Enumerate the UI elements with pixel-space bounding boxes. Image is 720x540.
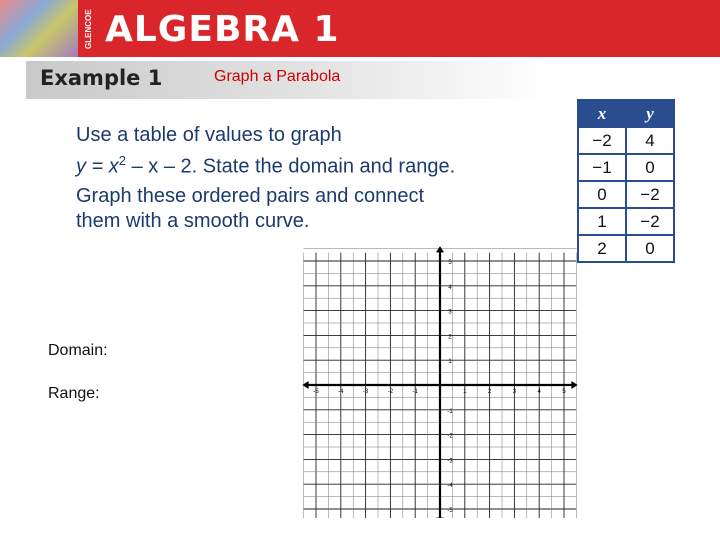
y-tick-label: -4 [447,483,453,490]
table-row [578,208,674,235]
table-cell-x: 2 [578,235,626,262]
table-cell-y: 4 [626,127,674,154]
table-header-y: y [626,100,674,127]
table-cell-y: 0 [626,235,674,262]
x-tick-label: -1 [412,389,418,395]
problem-text [76,123,576,234]
x-tick-label: 4 [537,389,541,395]
y-axis-arrow-up [436,246,444,252]
table-cell-x: 1 [578,208,626,235]
x-tick-label: 3 [512,389,517,395]
table-row [578,181,674,208]
table-row [578,127,674,154]
y-tick-label: 2 [448,334,452,341]
prompt-line-4: them with a smooth curve. [76,209,310,232]
logo-swirl-icon [0,0,78,57]
table-cell-x: 0 [578,181,626,208]
x-tick-label: 2 [487,389,492,395]
table-row [578,154,674,181]
course-title: ALGEBRA 1 [105,9,340,50]
table-cell-y: −2 [626,181,674,208]
y-tick-label: 4 [448,284,452,291]
range-label: Range: [48,385,100,402]
table-cell-x: −1 [578,154,626,181]
x-tick-label: -5 [313,389,319,395]
x-axis-arrow-right [571,381,577,389]
equation-rest: – x – 2. State the domain and range. [126,155,456,178]
y-tick-label: 3 [448,309,452,316]
y-tick-label: 1 [448,359,452,366]
y-tick-label: -1 [447,408,453,415]
table-header-x: x [578,100,626,127]
x-tick-label: -4 [338,389,344,395]
example-subtitle: Graph a Parabola [214,68,341,85]
coordinate-grid [300,243,580,518]
y-tick-label: 5 [448,260,452,266]
x-tick-label: -3 [362,389,369,395]
x-axis-arrow-left [302,381,308,389]
table-cell-y: 0 [626,154,674,181]
publisher-logo: GLENCOE [84,9,93,49]
y-tick-label: -2 [447,433,453,440]
x-tick-label: 1 [463,389,467,395]
y-tick-label: -5 [447,508,453,514]
example-label: Example 1 [40,66,163,90]
equation-lhs: y = x [76,155,119,178]
table-row [578,235,674,262]
domain-label: Domain: [48,342,108,359]
prompt-equation [76,148,576,180]
y-tick-label: -3 [447,458,453,465]
coordinate-grid-svg [300,243,580,518]
prompt-line-3: Graph these ordered pairs and connect [76,184,424,207]
table-cell-x: −2 [578,127,626,154]
prompt-line-1: Use a table of values to graph [76,124,342,146]
equation-exponent: 2 [118,153,127,168]
table-cell-y: −2 [626,208,674,235]
x-tick-label: -2 [387,389,394,395]
x-tick-label: 5 [562,389,566,395]
value-table [577,99,675,263]
